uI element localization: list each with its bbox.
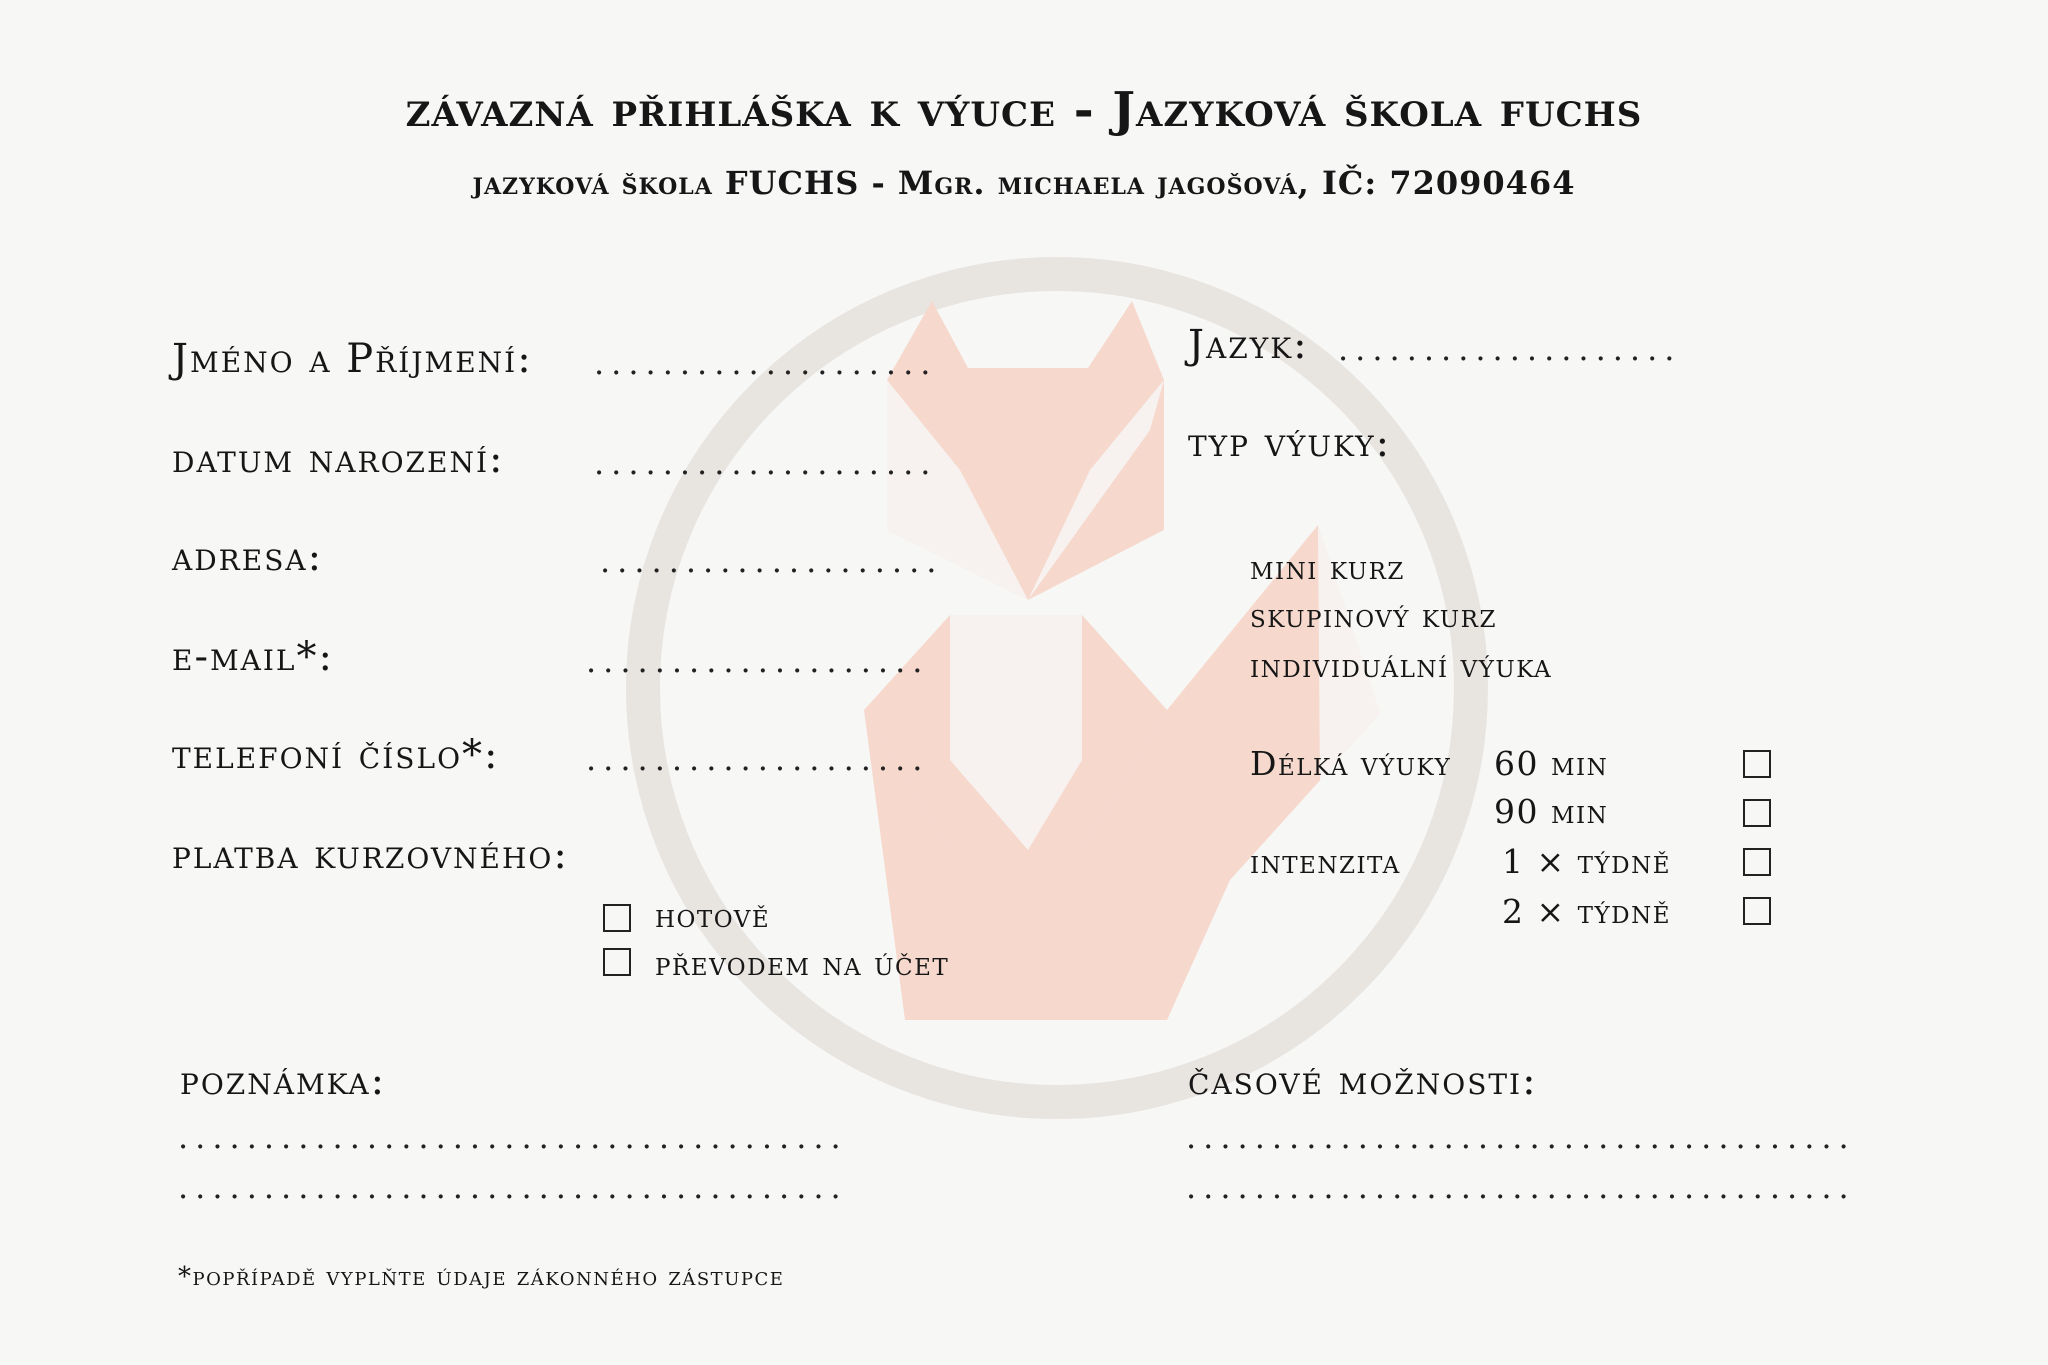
intensity-option-1x: 1 × týdně (1502, 842, 1672, 881)
time-line-2[interactable]: ....................................... (1186, 1168, 1856, 1206)
length-label: Délká výuky (1250, 744, 1452, 783)
form-title: závazná přihláška k výuce - Jazyková škola fuchs (405, 82, 1643, 138)
note-label: poznámka: (180, 1058, 387, 1104)
school-subtitle: jazyková škola FUCHS - Mgr. michaela jagošová, IČ: 72090464 (472, 164, 1576, 202)
length-90-checkbox[interactable] (1743, 799, 1771, 827)
email-label: e-mail*: (172, 634, 334, 680)
language-label: Jazyk: (1188, 322, 1309, 368)
email-field[interactable]: .................... (586, 642, 930, 680)
intensity-option-2x: 2 × týdně (1502, 892, 1672, 931)
length-option-60: 60 min (1494, 744, 1609, 783)
time-line-1[interactable]: ....................................... (1186, 1118, 1856, 1156)
birth-date-label: datum narození: (172, 436, 505, 482)
type-option-individual: individuální výuka (1250, 646, 1553, 685)
address-field[interactable]: .................... (600, 542, 944, 580)
legal-guardian-footnote: *popřípadě vyplňte údaje zákonného zástupce (178, 1262, 785, 1292)
cash-checkbox[interactable] (603, 904, 631, 932)
length-option-90: 90 min (1494, 792, 1609, 831)
transfer-checkbox[interactable] (603, 948, 631, 976)
language-field[interactable]: .................... (1338, 330, 1682, 368)
intensity-label: intenzita (1250, 842, 1401, 881)
cash-option-label: hotově (655, 896, 771, 935)
time-options-label: časové možnosti: (1188, 1058, 1538, 1104)
name-label: Jméno a Příjmení: (172, 336, 533, 382)
intensity-1x-checkbox[interactable] (1743, 848, 1771, 876)
note-line-2[interactable]: ....................................... (178, 1168, 848, 1206)
type-option-mini: mini kurz (1250, 548, 1405, 587)
payment-label: platba kurzovného: (172, 832, 569, 878)
address-label: adresa: (172, 534, 324, 580)
birth-date-field[interactable]: .................... (594, 444, 938, 482)
length-60-checkbox[interactable] (1743, 750, 1771, 778)
lesson-type-label: typ výuky: (1188, 420, 1392, 466)
intensity-2x-checkbox[interactable] (1743, 897, 1771, 925)
phone-label: telefoní číslo*: (172, 732, 500, 778)
phone-field[interactable]: .................... (586, 740, 930, 778)
note-line-1[interactable]: ....................................... (178, 1118, 848, 1156)
name-field[interactable]: .................... (594, 344, 938, 382)
type-option-group: skupinový kurz (1250, 596, 1497, 635)
transfer-option-label: převodem na účet (655, 944, 950, 983)
